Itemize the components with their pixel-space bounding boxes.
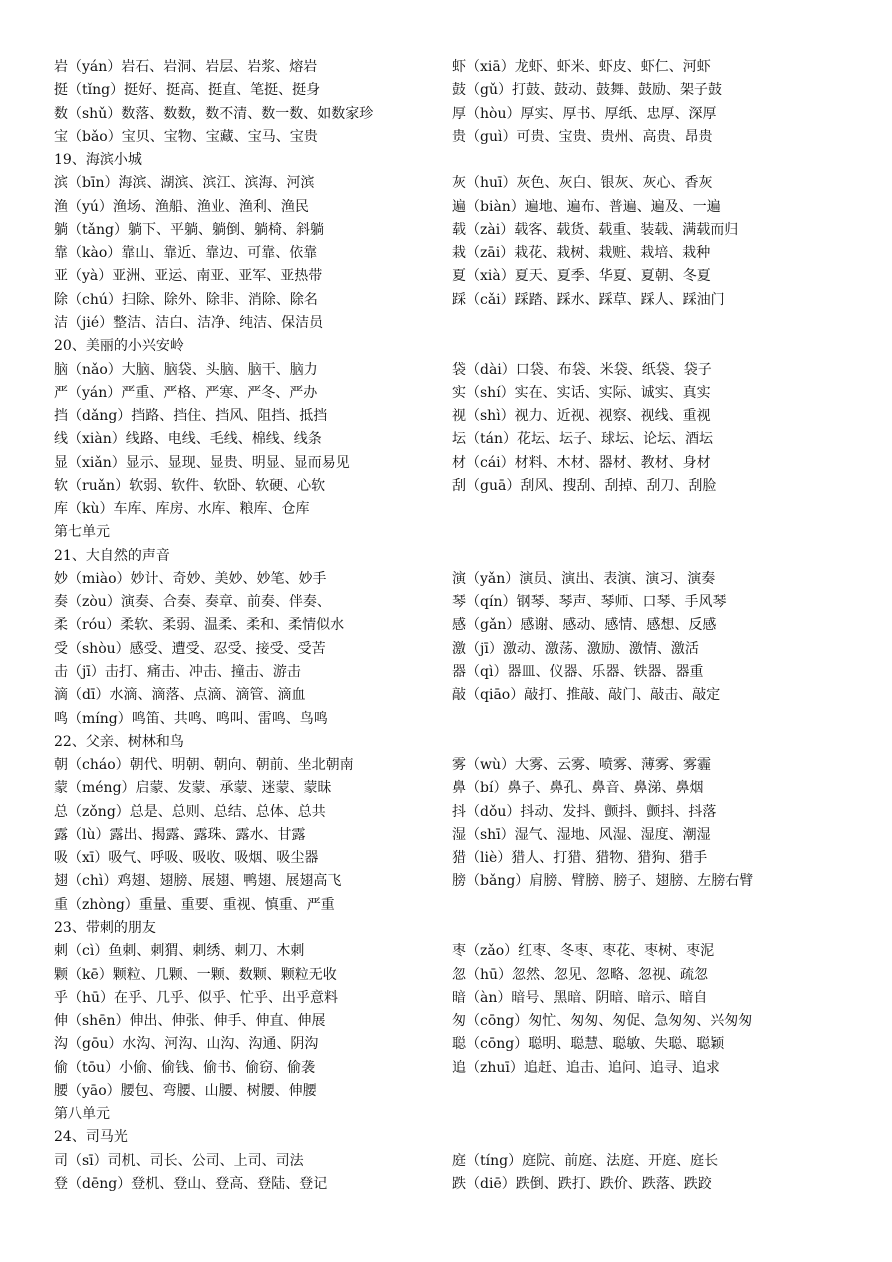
vocab-entry-right: 厚（hòu）厚实、厚书、厚纸、忠厚、深厚 <box>452 105 717 122</box>
section-heading: 20、美丽的小兴安岭 <box>54 338 184 355</box>
vocab-entry-right: 刮（guā）刮风、搜刮、刮掉、刮刀、刮脸 <box>452 477 717 494</box>
vocab-entry-right: 袋（dài）口袋、布袋、米袋、纸袋、袋子 <box>452 361 712 378</box>
vocab-entry-right: 膀（bǎng）肩膀、臂膀、膀子、翅膀、左膀右臂 <box>452 873 754 890</box>
vocab-entry-left: 渔（yú）渔场、渔船、渔业、渔利、渔民 <box>54 198 309 215</box>
vocab-entry-left: 奏（zòu）演奏、合奏、奏章、前奏、伴奏、 <box>54 594 331 611</box>
vocab-entry-right: 聪（cōng）聪明、聪慧、聪敏、失聪、聪颖 <box>452 1036 725 1053</box>
vocab-entry-right: 虾（xiā）龙虾、虾米、虾皮、虾仁、河虾 <box>452 59 711 75</box>
vocab-entry-right: 载（zài）载客、载货、载重、装载、满载而归 <box>452 221 739 238</box>
vocab-entry-left: 宝（bǎo）宝贝、宝物、宝藏、宝马、宝贵 <box>54 128 318 145</box>
vocab-entry-left: 严（yán）严重、严格、严寒、严冬、严办 <box>54 384 318 401</box>
vocab-entry-right: 鼻（bí）鼻子、鼻孔、鼻音、鼻涕、鼻烟 <box>452 780 704 797</box>
vocab-entry-left: 刺（cì）鱼刺、刺猬、刺绣、刺刀、木刺 <box>54 943 305 960</box>
section-heading: 第八单元 <box>54 1106 110 1123</box>
vocab-entry-right: 跌（diē）跌倒、跌打、跌价、跌落、跌跤 <box>452 1175 712 1192</box>
vocab-entry-left: 岩（yán）岩石、岩洞、岩层、岩浆、熔岩 <box>54 59 318 75</box>
vocab-entry-left: 挡（dǎng）挡路、挡住、挡风、阻挡、抵挡 <box>54 408 328 425</box>
vocab-entry-left: 除（chú）扫除、除外、除非、消除、除名 <box>54 291 318 308</box>
vocab-entry-left: 偷（tōu）小偷、偷钱、偷书、偷窃、偷袭 <box>54 1059 316 1076</box>
section-heading: 第七单元 <box>54 524 110 541</box>
section-heading: 19、海滨小城 <box>54 152 142 169</box>
vocab-entry-right: 灰（huī）灰色、灰白、银灰、灰心、香灰 <box>452 175 713 192</box>
vocab-entry-left: 露（lù）露出、揭露、露珠、露水、甘露 <box>54 826 306 843</box>
vocab-entry-left: 重（zhòng）重量、重要、重视、慎重、严重 <box>54 896 335 913</box>
vocab-entry-right: 枣（zǎo）红枣、冬枣、枣花、枣树、枣泥 <box>452 943 715 960</box>
vocab-entry-left: 数（shǔ）数落、数数，数不清、数一数、如数家珍 <box>54 105 374 122</box>
vocab-entry-right: 器（qì）器皿、仪器、乐器、铁器、器重 <box>452 664 704 681</box>
vocab-entry-left: 乎（hū）在乎、几乎、似乎、忙乎、出乎意料 <box>54 989 339 1006</box>
vocab-entry-left: 柔（róu）柔软、柔弱、温柔、柔和、柔情似水 <box>54 617 345 634</box>
vocab-entry-left: 翅（chì）鸡翅、翅膀、展翅、鸭翅、展翅高飞 <box>54 873 342 890</box>
vocab-entry-left: 朝（cháo）朝代、明朝、朝向、朝前、坐北朝南 <box>54 757 354 774</box>
vocab-entry-left: 司（sī）司机、司长、公司、上司、司法 <box>54 1152 304 1169</box>
vocab-entry-left: 脑（nǎo）大脑、脑袋、头脑、脑干、脑力 <box>54 361 318 378</box>
vocab-entry-left: 登（dēng）登机、登山、登高、登陆、登记 <box>54 1175 328 1192</box>
vocab-entry-left: 靠（kào）靠山、靠近、靠边、可靠、依靠 <box>54 245 318 262</box>
vocab-entry-right: 匆（cōng）匆忙、匆匆、匆促、急匆匆、兴匆匆 <box>452 1013 753 1030</box>
vocab-entry-right: 演（yǎn）演员、演出、表演、演习、演奏 <box>452 570 716 587</box>
vocab-entry-left: 挺（tǐng）挺好、挺高、挺直、笔挺、挺身 <box>54 82 321 99</box>
vocab-entry-right: 坛（tán）花坛、坛子、球坛、论坛、酒坛 <box>452 431 713 448</box>
section-heading: 24、司马光 <box>54 1129 128 1146</box>
vocab-entry-right: 抖（dǒu）抖动、发抖、颤抖、颤抖、抖落 <box>452 803 717 820</box>
vocab-entry-left: 蒙（méng）启蒙、发蒙、承蒙、迷蒙、蒙昧 <box>54 780 332 797</box>
vocab-entry-left: 妙（miào）妙计、奇妙、美妙、妙笔、妙手 <box>54 570 327 587</box>
vocab-entry-right: 琴（qín）钢琴、琴声、琴师、口琴、手风琴 <box>452 594 727 611</box>
vocab-entry-right: 暗（àn）暗号、黑暗、阴暗、暗示、暗自 <box>452 989 708 1006</box>
vocab-entry-left: 腰（yāo）腰包、弯腰、山腰、树腰、伸腰 <box>54 1082 317 1099</box>
section-heading: 21、大自然的声音 <box>54 547 170 564</box>
vocab-entry-left: 线（xiàn）线路、电线、毛线、棉线、线条 <box>54 431 322 448</box>
vocab-entry-left: 滴（dī）水滴、滴落、点滴、滴管、滴血 <box>54 687 306 704</box>
vocab-entry-right: 追（zhuī）追赶、追击、追问、追寻、追求 <box>452 1059 720 1076</box>
vocab-entry-left: 显（xiǎn）显示、显现、显贵、明显、显而易见 <box>54 454 350 471</box>
vocab-entry-right: 感（gǎn）感谢、感动、感情、感想、反感 <box>452 617 717 634</box>
vocab-entry-right: 雾（wù）大雾、云雾、喷雾、薄雾、雾霾 <box>452 757 711 774</box>
vocab-entry-right: 忽（hū）忽然、忽见、忽略、忽视、疏忽 <box>452 966 709 983</box>
vocab-entry-left: 击（jī）击打、痛击、冲击、撞击、游击 <box>54 664 301 681</box>
section-heading: 22、父亲、树林和鸟 <box>54 733 184 750</box>
vocab-entry-left: 库（kù）车库、库房、水库、粮库、仓库 <box>54 501 310 518</box>
vocab-entry-left: 洁（jié）整洁、洁白、洁净、纯洁、保洁员 <box>54 314 324 331</box>
vocab-entry-right: 遍（biàn）遍地、遍布、普遍、遍及、一遍 <box>452 198 721 215</box>
vocab-entry-right: 贵（guì）可贵、宝贵、贵州、高贵、昂贵 <box>452 128 713 145</box>
vocab-entry-left: 总（zǒng）总是、总则、总结、总体、总共 <box>54 803 326 820</box>
vocab-entry-right: 猎（liè）猎人、打猎、猎物、猎狗、猎手 <box>452 850 708 867</box>
vocab-entry-right: 庭（tíng）庭院、前庭、法庭、开庭、庭长 <box>452 1152 719 1169</box>
vocab-entry-right: 夏（xià）夏天、夏季、华夏、夏朝、冬夏 <box>452 268 711 285</box>
vocab-entry-left: 颗（kē）颗粒、几颗、一颗、数颗、颗粒无收 <box>54 966 337 983</box>
vocab-entry-right: 踩（cǎi）踩踏、踩水、踩草、踩人、踩油门 <box>452 291 725 308</box>
vocab-entry-right: 激（jī）激动、激荡、激励、激情、激活 <box>452 640 699 657</box>
vocab-entry-right: 敲（qiāo）敲打、推敲、敲门、敲击、敲定 <box>452 687 721 704</box>
vocab-entry-right: 实（shí）实在、实话、实际、诚实、真实 <box>452 384 711 401</box>
vocab-entry-left: 亚（yà）亚洲、亚运、南亚、亚军、亚热带 <box>54 268 323 285</box>
vocab-entry-left: 鸣（míng）鸣笛、共鸣、鸣叫、雷鸣、鸟鸣 <box>54 710 328 727</box>
vocab-entry-left: 沟（gōu）水沟、河沟、山沟、沟通、阴沟 <box>54 1036 319 1053</box>
vocab-entry-left: 受（shòu）感受、遭受、忍受、接受、受苦 <box>54 640 326 657</box>
vocab-entry-left: 伸（shēn）伸出、伸张、伸手、伸直、伸展 <box>54 1013 326 1030</box>
vocab-entry-left: 滨（bīn）海滨、湖滨、滨江、滨海、河滨 <box>54 175 315 192</box>
section-heading: 23、带刺的朋友 <box>54 919 156 936</box>
vocab-entry-right: 鼓（gǔ）打鼓、鼓动、鼓舞、鼓励、架子鼓 <box>452 82 722 99</box>
vocab-entry-right: 材（cái）材料、木材、器材、教材、身材 <box>452 454 711 471</box>
vocab-entry-right: 湿（shī）湿气、湿地、风湿、湿度、潮湿 <box>452 826 711 843</box>
vocab-entry-right: 栽（zāi）栽花、栽树、栽赃、栽培、栽种 <box>452 245 711 262</box>
vocab-entry-left: 躺（tǎng）躺下、平躺、躺倒、躺椅、斜躺 <box>54 221 324 238</box>
vocab-entry-left: 吸（xī）吸气、呼吸、吸收、吸烟、吸尘器 <box>54 850 319 867</box>
vocab-entry-right: 视（shì）视力、近视、视察、视线、重视 <box>452 408 711 425</box>
vocab-entry-left: 软（ruǎn）软弱、软件、软卧、软硬、心软 <box>54 477 326 494</box>
